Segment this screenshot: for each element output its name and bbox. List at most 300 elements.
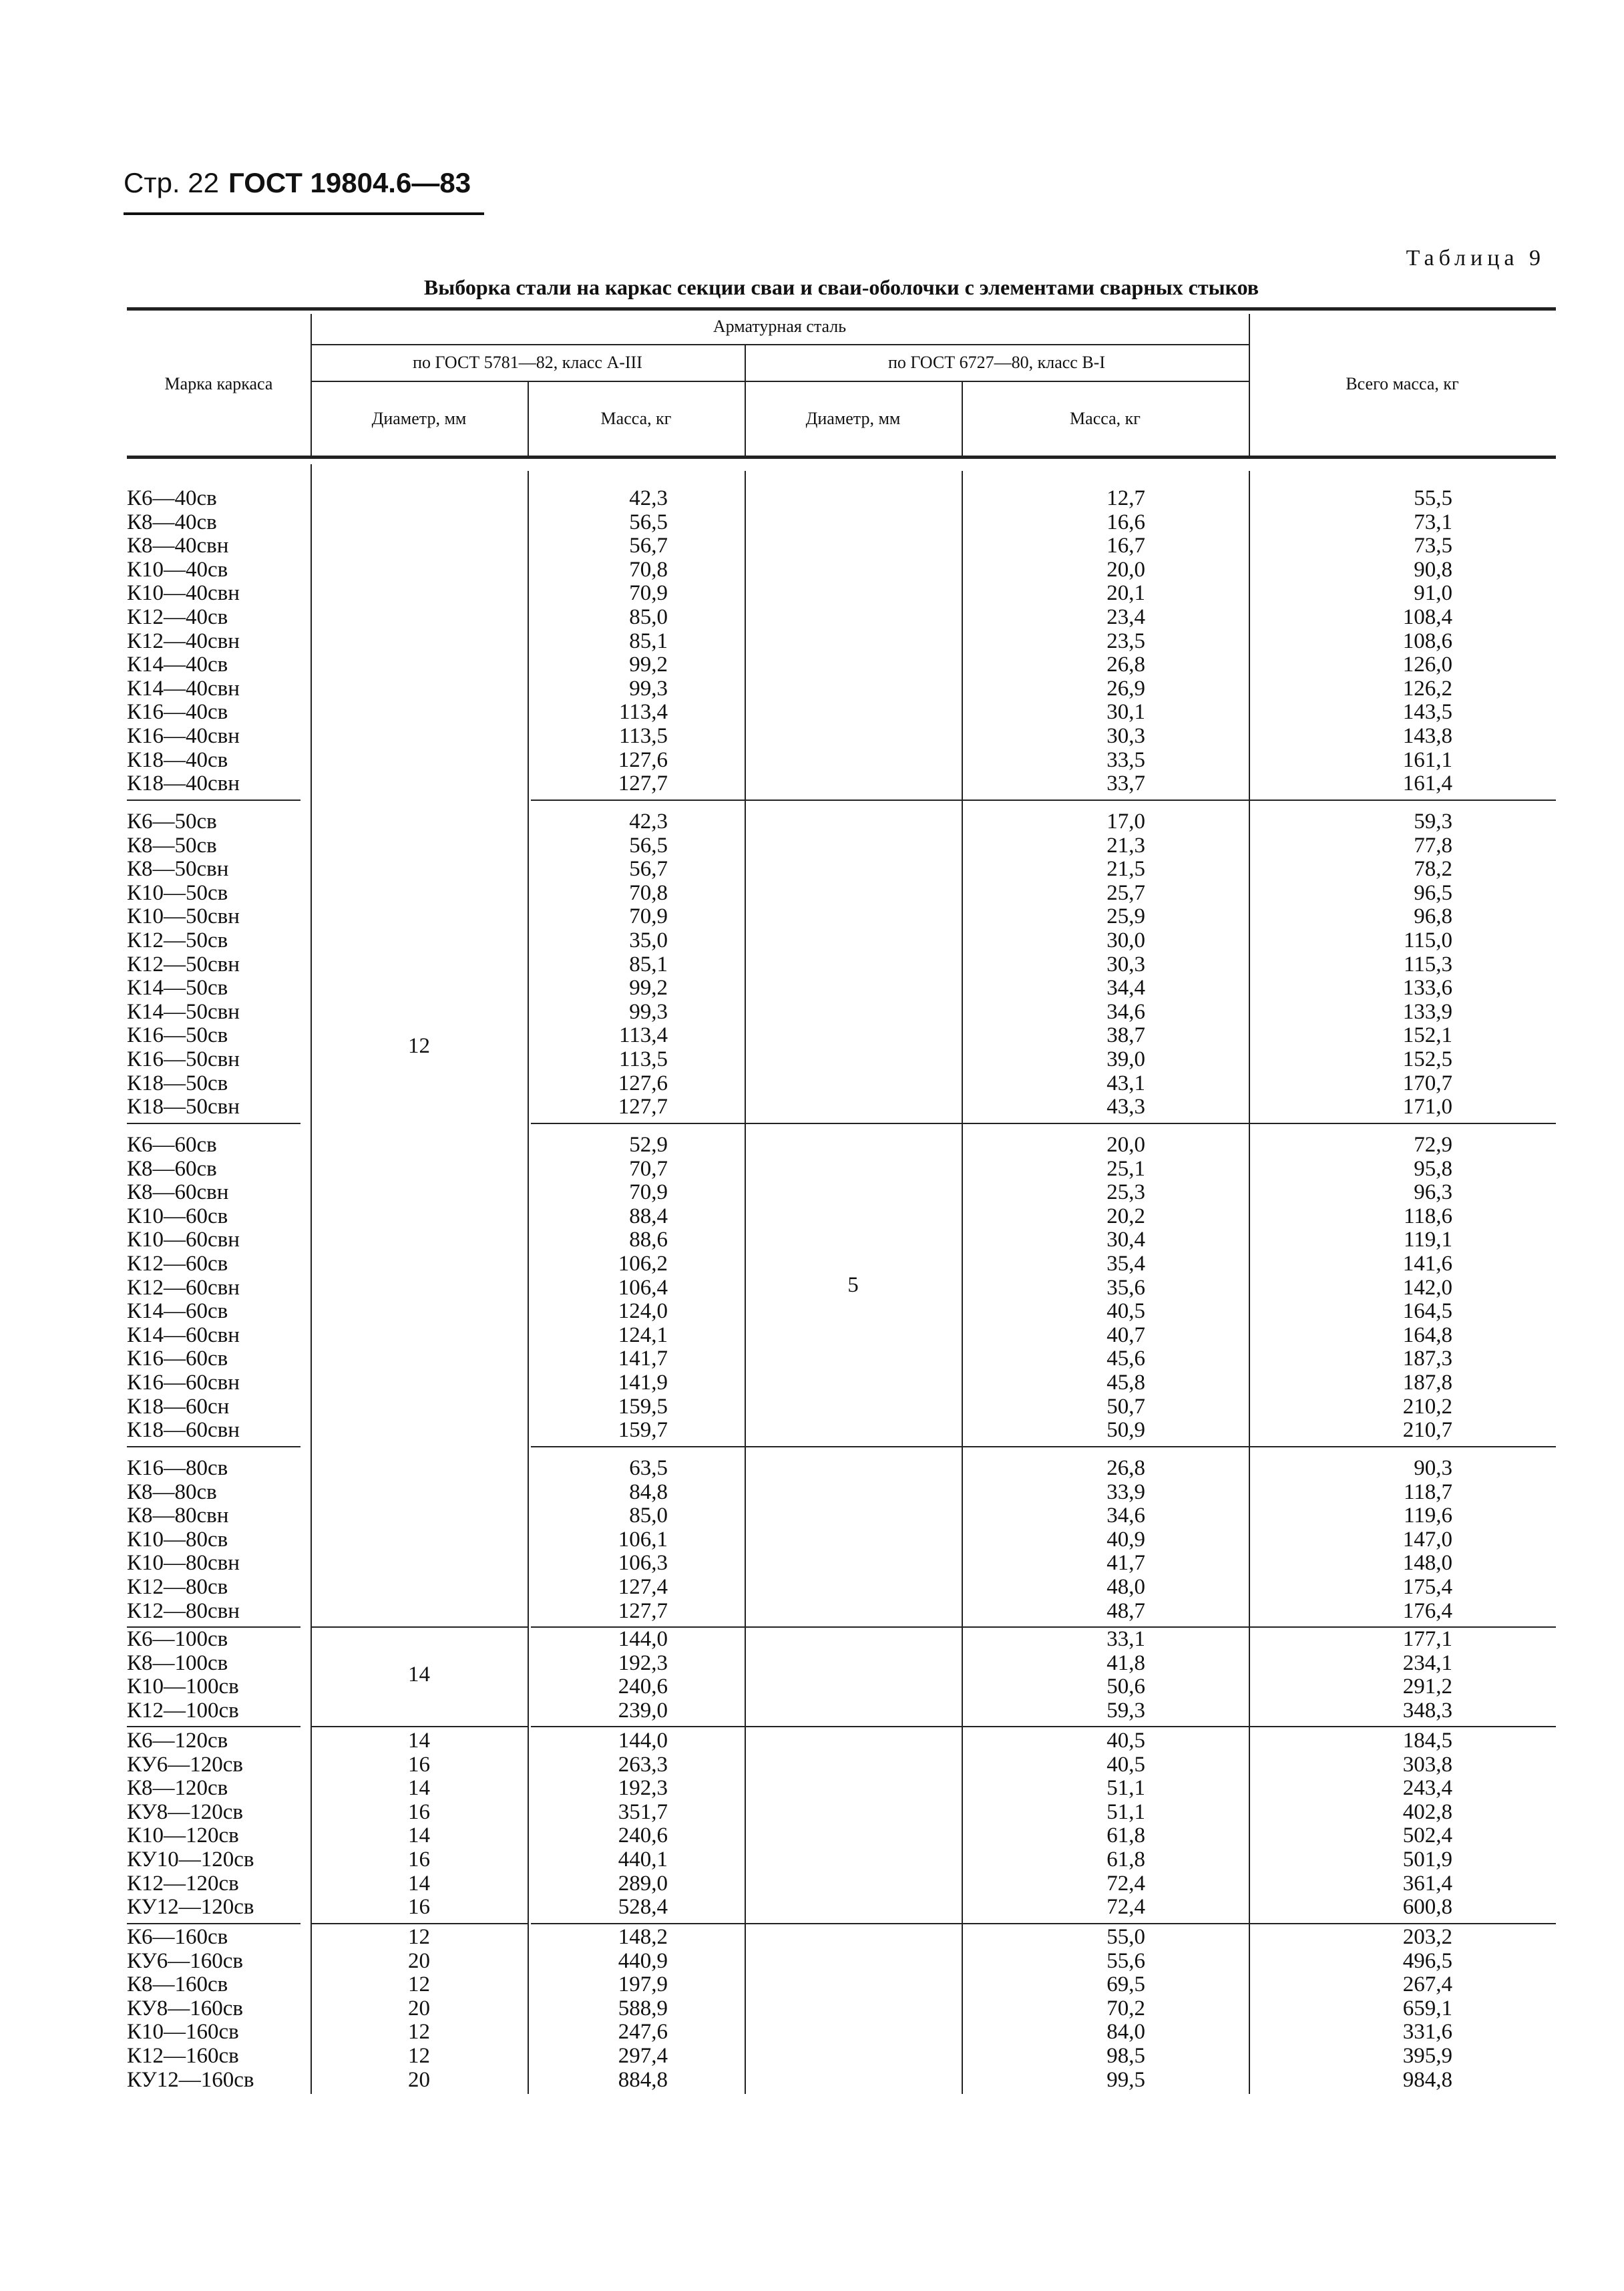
mark-cell: К16—40свн xyxy=(127,724,240,748)
mass-a-cell: 106,1 xyxy=(618,1528,668,1552)
mass-b-cell: 50,9 xyxy=(1106,1418,1145,1442)
total-cell: 176,4 xyxy=(1402,1599,1452,1623)
mass-b-cell: 40,9 xyxy=(1106,1528,1145,1552)
total-cell: 119,1 xyxy=(1403,1228,1452,1252)
mass-a-cell: 70,9 xyxy=(629,1180,668,1204)
mass-a-cell: 351,7 xyxy=(618,1800,668,1824)
mass-b-cell: 39,0 xyxy=(1106,1047,1145,1071)
mark-cell: К8—80св xyxy=(127,1480,217,1504)
header-mass-a: Масса, кг xyxy=(600,409,672,428)
mark-cell: КУ8—120св xyxy=(127,1800,243,1824)
mark-cell: К10—60свн xyxy=(127,1228,240,1252)
group-separator-left xyxy=(127,800,300,801)
mass-b-cell: 25,9 xyxy=(1106,904,1145,928)
mark-cell: К8—60св xyxy=(127,1157,217,1181)
mark-cell: К8—160св xyxy=(127,1972,228,1996)
total-cell: 267,4 xyxy=(1402,1972,1452,1996)
mark-cell: К8—80свн xyxy=(127,1504,229,1528)
mass-b-cell: 50,7 xyxy=(1106,1395,1145,1419)
mass-a-cell: 85,0 xyxy=(629,605,668,629)
mass-b-cell: 30,3 xyxy=(1106,952,1145,977)
mass-b-cell: 41,7 xyxy=(1106,1551,1145,1575)
total-cell: 77,8 xyxy=(1414,834,1452,858)
total-cell: 501,9 xyxy=(1402,1847,1452,1872)
mass-a-cell: 141,9 xyxy=(618,1371,668,1395)
total-cell: 73,1 xyxy=(1414,510,1452,534)
diameter-a-cell: 12 xyxy=(408,2044,430,2068)
group-separator-right xyxy=(531,1923,1556,1924)
group-separator-diam xyxy=(311,1923,528,1924)
mass-a-cell: 588,9 xyxy=(618,1996,668,2020)
total-cell: 659,1 xyxy=(1402,1996,1452,2020)
total-cell: 161,4 xyxy=(1402,771,1452,796)
mass-a-cell: 70,8 xyxy=(629,558,668,582)
mark-cell: К6—40св xyxy=(127,486,217,510)
mark-cell: К12—80св xyxy=(127,1575,228,1599)
mark-cell: К10—160св xyxy=(127,2020,239,2044)
mass-b-cell: 45,8 xyxy=(1106,1371,1145,1395)
mass-b-cell: 20,0 xyxy=(1106,558,1145,582)
mass-b-cell: 72,4 xyxy=(1106,1895,1145,1919)
mass-b-cell: 17,0 xyxy=(1106,810,1145,834)
total-cell: 210,2 xyxy=(1402,1395,1452,1419)
mass-a-cell: 247,6 xyxy=(618,2020,668,2044)
group-separator-right xyxy=(531,1446,1556,1447)
mark-cell: К14—40свн xyxy=(127,677,240,701)
mass-b-cell: 69,5 xyxy=(1106,1972,1145,1996)
mass-b-cell: 26,8 xyxy=(1106,653,1145,677)
group-separator-diam xyxy=(311,1626,528,1628)
mass-b-cell: 48,7 xyxy=(1106,1599,1145,1623)
total-cell: 234,1 xyxy=(1402,1651,1452,1675)
mass-b-cell: 51,1 xyxy=(1106,1776,1145,1800)
total-cell: 95,8 xyxy=(1414,1157,1452,1181)
mass-a-cell: 99,2 xyxy=(629,653,668,677)
mass-a-cell: 70,8 xyxy=(629,881,668,905)
mass-a-cell: 35,0 xyxy=(629,928,668,952)
mass-a-cell: 148,2 xyxy=(618,1925,668,1949)
total-cell: 161,1 xyxy=(1402,748,1452,772)
mass-a-cell: 127,7 xyxy=(618,1599,668,1623)
total-cell: 119,6 xyxy=(1403,1504,1452,1528)
diameter-a-cell: 16 xyxy=(408,1753,430,1777)
mark-cell: К16—60св xyxy=(127,1347,228,1371)
mass-b-cell: 25,3 xyxy=(1106,1180,1145,1204)
total-cell: 72,9 xyxy=(1414,1133,1452,1157)
mass-b-cell: 51,1 xyxy=(1106,1800,1145,1824)
total-cell: 395,9 xyxy=(1402,2044,1452,2068)
mark-cell: К12—60св xyxy=(127,1252,228,1276)
total-cell: 984,8 xyxy=(1402,2068,1452,2092)
mass-b-cell: 30,0 xyxy=(1106,928,1145,952)
mass-b-cell: 84,0 xyxy=(1106,2020,1145,2044)
mass-a-cell: 440,1 xyxy=(618,1847,668,1872)
mass-a-cell: 297,4 xyxy=(618,2044,668,2068)
mass-b-cell: 20,2 xyxy=(1106,1204,1145,1228)
total-cell: 152,1 xyxy=(1402,1023,1452,1047)
mass-a-cell: 127,7 xyxy=(618,771,668,796)
total-cell: 118,7 xyxy=(1403,1480,1452,1504)
total-cell: 142,0 xyxy=(1402,1276,1452,1300)
total-cell: 91,0 xyxy=(1414,581,1452,605)
mass-a-cell: 528,4 xyxy=(618,1895,668,1919)
total-cell: 203,2 xyxy=(1402,1925,1452,1949)
total-cell: 108,4 xyxy=(1402,605,1452,629)
diameter-a-cell: 14 xyxy=(408,1872,430,1896)
total-cell: 291,2 xyxy=(1402,1675,1452,1699)
mass-a-cell: 240,6 xyxy=(618,1675,668,1699)
mass-a-cell: 85,1 xyxy=(629,629,668,653)
total-cell: 73,5 xyxy=(1414,534,1452,558)
header-gost-b: по ГОСТ 6727—80, класс B-I xyxy=(888,353,1105,372)
mass-b-cell: 43,1 xyxy=(1106,1071,1145,1095)
mass-b-cell: 55,6 xyxy=(1106,1949,1145,1973)
mass-b-cell: 70,2 xyxy=(1106,1996,1145,2020)
mark-cell: КУ6—120св xyxy=(127,1753,243,1777)
mark-cell: К12—60свн xyxy=(127,1276,240,1300)
total-cell: 115,0 xyxy=(1403,928,1452,952)
mark-cell: К10—60св xyxy=(127,1204,228,1228)
mark-cell: К10—80свн xyxy=(127,1551,240,1575)
table-label: Таблица 9 xyxy=(1406,246,1545,271)
total-cell: 143,5 xyxy=(1402,700,1452,724)
mass-b-cell: 55,0 xyxy=(1106,1925,1145,1949)
header-total: Всего масса, кг xyxy=(1346,374,1459,393)
header-bottom-rule xyxy=(127,456,1556,459)
mass-b-cell: 72,4 xyxy=(1106,1872,1145,1896)
mass-b-cell: 25,1 xyxy=(1106,1157,1145,1181)
total-cell: 126,0 xyxy=(1402,653,1452,677)
mass-b-cell: 40,5 xyxy=(1106,1299,1145,1323)
diameter-a-cell: 14 xyxy=(408,1729,430,1753)
mass-a-cell: 127,6 xyxy=(618,748,668,772)
group-separator-right xyxy=(531,1123,1556,1124)
total-cell: 96,8 xyxy=(1414,904,1452,928)
diameter-a-cell: 20 xyxy=(408,1949,430,1973)
total-cell: 243,4 xyxy=(1402,1776,1452,1800)
diameter-a-cell: 12 xyxy=(408,1972,430,1996)
total-cell: 187,8 xyxy=(1402,1371,1452,1395)
mass-a-cell: 56,5 xyxy=(629,834,668,858)
mass-b-cell: 43,3 xyxy=(1106,1095,1145,1119)
mass-a-cell: 84,8 xyxy=(629,1480,668,1504)
diameter-a-cell: 12 xyxy=(408,1925,430,1949)
mass-a-cell: 42,3 xyxy=(629,810,668,834)
table-top-rule xyxy=(127,307,1556,311)
mark-cell: К8—40св xyxy=(127,510,217,534)
mass-a-cell: 239,0 xyxy=(618,1699,668,1723)
mass-a-cell: 106,4 xyxy=(618,1276,668,1300)
total-cell: 348,3 xyxy=(1402,1699,1452,1723)
mass-a-cell: 106,2 xyxy=(618,1252,668,1276)
mark-cell: К10—100св xyxy=(127,1675,239,1699)
mass-a-cell: 263,3 xyxy=(618,1753,668,1777)
mass-b-cell: 23,4 xyxy=(1106,605,1145,629)
mass-a-cell: 159,7 xyxy=(618,1418,668,1442)
total-cell: 118,6 xyxy=(1403,1204,1452,1228)
mark-cell: К10—40св xyxy=(127,558,228,582)
mark-cell: К16—80св xyxy=(127,1456,228,1480)
mark-cell: К10—40свн xyxy=(127,581,240,605)
mark-cell: КУ12—120св xyxy=(127,1895,254,1919)
mass-b-cell: 16,7 xyxy=(1106,534,1145,558)
total-cell: 177,1 xyxy=(1402,1627,1452,1651)
mark-cell: К16—60свн xyxy=(127,1371,240,1395)
mass-b-cell: 59,3 xyxy=(1106,1699,1145,1723)
mass-a-cell: 63,5 xyxy=(629,1456,668,1480)
mass-a-cell: 106,3 xyxy=(618,1551,668,1575)
page-number: Стр. 22 xyxy=(124,167,219,198)
total-cell: 164,8 xyxy=(1402,1323,1452,1347)
mark-cell: К18—50св xyxy=(127,1071,228,1095)
mass-b-cell: 61,8 xyxy=(1106,1847,1145,1872)
diameter-a-cell: 16 xyxy=(408,1895,430,1919)
mark-cell: К12—120св xyxy=(127,1872,239,1896)
mass-a-cell: 70,7 xyxy=(629,1157,668,1181)
mark-cell: К18—60сн xyxy=(127,1395,230,1419)
total-cell: 133,9 xyxy=(1402,1000,1452,1024)
group-separator-diam xyxy=(311,1726,528,1727)
diameter-b-merged: 5 xyxy=(847,1273,859,1297)
mass-a-cell: 113,5 xyxy=(618,724,668,748)
mass-b-cell: 34,6 xyxy=(1106,1000,1145,1024)
mass-a-cell: 127,6 xyxy=(618,1071,668,1095)
mark-cell: К8—40свн xyxy=(127,534,229,558)
mark-cell: К14—50свн xyxy=(127,1000,240,1024)
group-separator-left xyxy=(127,1446,300,1447)
mass-a-cell: 99,3 xyxy=(629,677,668,701)
header-mass-b: Масса, кг xyxy=(1070,409,1141,428)
diameter-a-cell: 12 xyxy=(408,2020,430,2044)
mass-b-cell: 33,1 xyxy=(1106,1627,1145,1651)
total-cell: 90,3 xyxy=(1414,1456,1452,1480)
group-separator-left xyxy=(127,1726,300,1727)
diameter-a-cell: 14 xyxy=(408,1776,430,1800)
mass-b-cell: 99,5 xyxy=(1106,2068,1145,2092)
header-rule-steel xyxy=(311,344,1249,345)
total-cell: 96,3 xyxy=(1414,1180,1452,1204)
mass-b-cell: 23,5 xyxy=(1106,629,1145,653)
mark-cell: К18—40свн xyxy=(127,771,240,796)
mass-b-cell: 16,6 xyxy=(1106,510,1145,534)
mark-cell: К8—50св xyxy=(127,834,217,858)
total-cell: 133,6 xyxy=(1402,976,1452,1000)
header-rule xyxy=(124,212,484,215)
table-title: Выборка стали на каркас секции сваи и сваи-оболочки с элементами сварных стыков xyxy=(423,275,1259,299)
mass-a-cell: 99,2 xyxy=(629,976,668,1000)
mass-a-cell: 144,0 xyxy=(618,1729,668,1753)
mark-cell: К10—120св xyxy=(127,1823,239,1847)
total-cell: 96,5 xyxy=(1414,881,1452,905)
total-cell: 600,8 xyxy=(1402,1895,1452,1919)
mark-cell: КУ12—160св xyxy=(127,2068,254,2092)
standard-code: ГОСТ 19804.6—83 xyxy=(228,167,471,198)
group-separator-right xyxy=(531,800,1556,801)
mark-cell: К14—60свн xyxy=(127,1323,240,1347)
mass-a-cell: 99,3 xyxy=(629,1000,668,1024)
total-cell: 502,4 xyxy=(1402,1823,1452,1847)
mass-b-cell: 20,0 xyxy=(1106,1133,1145,1157)
mass-b-cell: 61,8 xyxy=(1106,1823,1145,1847)
mark-cell: К6—160св xyxy=(127,1925,228,1949)
mass-b-cell: 45,6 xyxy=(1106,1347,1145,1371)
mark-cell: К10—50св xyxy=(127,881,228,905)
mass-b-cell: 30,3 xyxy=(1106,724,1145,748)
mass-b-cell: 20,1 xyxy=(1106,581,1145,605)
total-cell: 147,0 xyxy=(1402,1528,1452,1552)
mark-cell: КУ10—120св xyxy=(127,1847,254,1872)
total-cell: 170,7 xyxy=(1402,1071,1452,1095)
mark-cell: К18—40св xyxy=(127,748,228,772)
mass-b-cell: 35,6 xyxy=(1106,1276,1145,1300)
mass-b-cell: 30,4 xyxy=(1106,1228,1145,1252)
diameter-a-group: 14 xyxy=(408,1662,430,1687)
mass-b-cell: 26,9 xyxy=(1106,677,1145,701)
mark-cell: К16—50св xyxy=(127,1023,228,1047)
mass-a-cell: 42,3 xyxy=(629,486,668,510)
total-cell: 175,4 xyxy=(1402,1575,1452,1599)
total-cell: 148,0 xyxy=(1402,1551,1452,1575)
mass-b-cell: 34,6 xyxy=(1106,1504,1145,1528)
mass-b-cell: 48,0 xyxy=(1106,1575,1145,1599)
mark-cell: К16—40св xyxy=(127,700,228,724)
mass-b-cell: 35,4 xyxy=(1106,1252,1145,1276)
mark-cell: К16—50свн xyxy=(127,1047,240,1071)
mark-cell: К12—50св xyxy=(127,928,228,952)
mass-b-cell: 26,8 xyxy=(1106,1456,1145,1480)
mass-b-cell: 38,7 xyxy=(1106,1023,1145,1047)
mass-a-cell: 88,6 xyxy=(629,1228,668,1252)
mark-cell: К12—40св xyxy=(127,605,228,629)
mark-cell: К12—160св xyxy=(127,2044,239,2068)
total-cell: 78,2 xyxy=(1414,857,1452,881)
group-separator-right xyxy=(531,1726,1556,1727)
mass-a-cell: 113,4 xyxy=(618,1023,668,1047)
mark-cell: К6—120св xyxy=(127,1729,228,1753)
mark-cell: К14—60св xyxy=(127,1299,228,1323)
mass-a-cell: 52,9 xyxy=(629,1133,668,1157)
diameter-a-cell: 20 xyxy=(408,2068,430,2092)
mass-a-cell: 240,6 xyxy=(618,1823,668,1847)
mass-b-cell: 12,7 xyxy=(1106,486,1145,510)
group-separator-left xyxy=(127,1923,300,1924)
total-cell: 171,0 xyxy=(1402,1095,1452,1119)
mass-a-cell: 70,9 xyxy=(629,904,668,928)
total-cell: 331,6 xyxy=(1402,2020,1452,2044)
header-steel: Арматурная сталь xyxy=(713,317,847,336)
mass-b-cell: 41,8 xyxy=(1106,1651,1145,1675)
mass-a-cell: 197,9 xyxy=(618,1972,668,1996)
mass-a-cell: 144,0 xyxy=(618,1627,668,1651)
total-cell: 402,8 xyxy=(1402,1800,1452,1824)
mass-a-cell: 289,0 xyxy=(618,1872,668,1896)
mass-b-cell: 21,5 xyxy=(1106,857,1145,881)
mass-b-cell: 33,5 xyxy=(1106,748,1145,772)
mass-a-cell: 127,4 xyxy=(618,1575,668,1599)
mass-b-cell: 33,9 xyxy=(1106,1480,1145,1504)
header-diameter-b: Диаметр, мм xyxy=(805,409,901,428)
mass-a-cell: 124,1 xyxy=(618,1323,668,1347)
mark-cell: КУ8—160св xyxy=(127,1996,243,2020)
mass-a-cell: 56,7 xyxy=(629,534,668,558)
total-cell: 303,8 xyxy=(1402,1753,1452,1777)
diameter-a-cell: 14 xyxy=(408,1823,430,1847)
mass-b-cell: 34,4 xyxy=(1106,976,1145,1000)
total-cell: 184,5 xyxy=(1402,1729,1452,1753)
mass-b-cell: 40,5 xyxy=(1106,1729,1145,1753)
mass-a-cell: 85,1 xyxy=(629,952,668,977)
total-cell: 141,6 xyxy=(1402,1252,1452,1276)
mass-a-cell: 88,4 xyxy=(629,1204,668,1228)
total-cell: 210,7 xyxy=(1402,1418,1452,1442)
total-cell: 55,5 xyxy=(1414,486,1452,510)
mass-b-cell: 25,7 xyxy=(1106,881,1145,905)
mark-cell: К6—60св xyxy=(127,1133,217,1157)
mark-cell: КУ6—160св xyxy=(127,1949,243,1973)
mark-cell: К18—50свн xyxy=(127,1095,240,1119)
mass-a-cell: 192,3 xyxy=(618,1651,668,1675)
mark-cell: К6—50св xyxy=(127,810,217,834)
diameter-a-cell: 20 xyxy=(408,1996,430,2020)
mass-a-cell: 192,3 xyxy=(618,1776,668,1800)
header-rule-gost xyxy=(311,381,1249,382)
mark-cell: К12—40свн xyxy=(127,629,240,653)
page-header xyxy=(124,167,484,199)
mark-cell: К8—60свн xyxy=(127,1180,229,1204)
mass-a-cell: 70,9 xyxy=(629,581,668,605)
mark-cell: К8—120св xyxy=(127,1776,228,1800)
mass-a-cell: 141,7 xyxy=(618,1347,668,1371)
mark-cell: К14—50св xyxy=(127,976,228,1000)
mass-b-cell: 30,1 xyxy=(1106,700,1145,724)
total-cell: 187,3 xyxy=(1402,1347,1452,1371)
mass-a-cell: 127,7 xyxy=(618,1095,668,1119)
mark-cell: К14—40св xyxy=(127,653,228,677)
mass-b-cell: 40,7 xyxy=(1106,1323,1145,1347)
total-cell: 361,4 xyxy=(1402,1872,1452,1896)
total-cell: 90,8 xyxy=(1414,558,1452,582)
total-cell: 108,6 xyxy=(1402,629,1452,653)
mass-a-cell: 440,9 xyxy=(618,1949,668,1973)
mark-cell: К6—100св xyxy=(127,1627,228,1651)
total-cell: 152,5 xyxy=(1402,1047,1452,1071)
total-cell: 59,3 xyxy=(1414,810,1452,834)
mark-cell: К12—50свн xyxy=(127,952,240,977)
total-cell: 126,2 xyxy=(1402,677,1452,701)
diameter-a-group: 12 xyxy=(408,1034,430,1058)
mass-b-cell: 33,7 xyxy=(1106,771,1145,796)
mark-cell: К12—100св xyxy=(127,1699,239,1723)
diameter-a-cell: 16 xyxy=(408,1847,430,1872)
mass-b-cell: 21,3 xyxy=(1106,834,1145,858)
mark-cell: К8—50свн xyxy=(127,857,229,881)
mark-cell: К12—80свн xyxy=(127,1599,240,1623)
total-cell: 496,5 xyxy=(1402,1949,1452,1973)
header-mark: Марка каркаса xyxy=(164,374,273,393)
mass-b-cell: 50,6 xyxy=(1106,1675,1145,1699)
mass-a-cell: 113,5 xyxy=(618,1047,668,1071)
header-gost-a: по ГОСТ 5781—82, класс A-III xyxy=(413,353,642,372)
diameter-a-cell: 16 xyxy=(408,1800,430,1824)
mass-a-cell: 56,7 xyxy=(629,857,668,881)
mark-cell: К8—100св xyxy=(127,1651,228,1675)
mass-b-cell: 98,5 xyxy=(1106,2044,1145,2068)
group-separator-left xyxy=(127,1123,300,1124)
mark-cell: К10—80св xyxy=(127,1528,228,1552)
mass-a-cell: 124,0 xyxy=(618,1299,668,1323)
mark-cell: К10—50свн xyxy=(127,904,240,928)
mass-a-cell: 884,8 xyxy=(618,2068,668,2092)
